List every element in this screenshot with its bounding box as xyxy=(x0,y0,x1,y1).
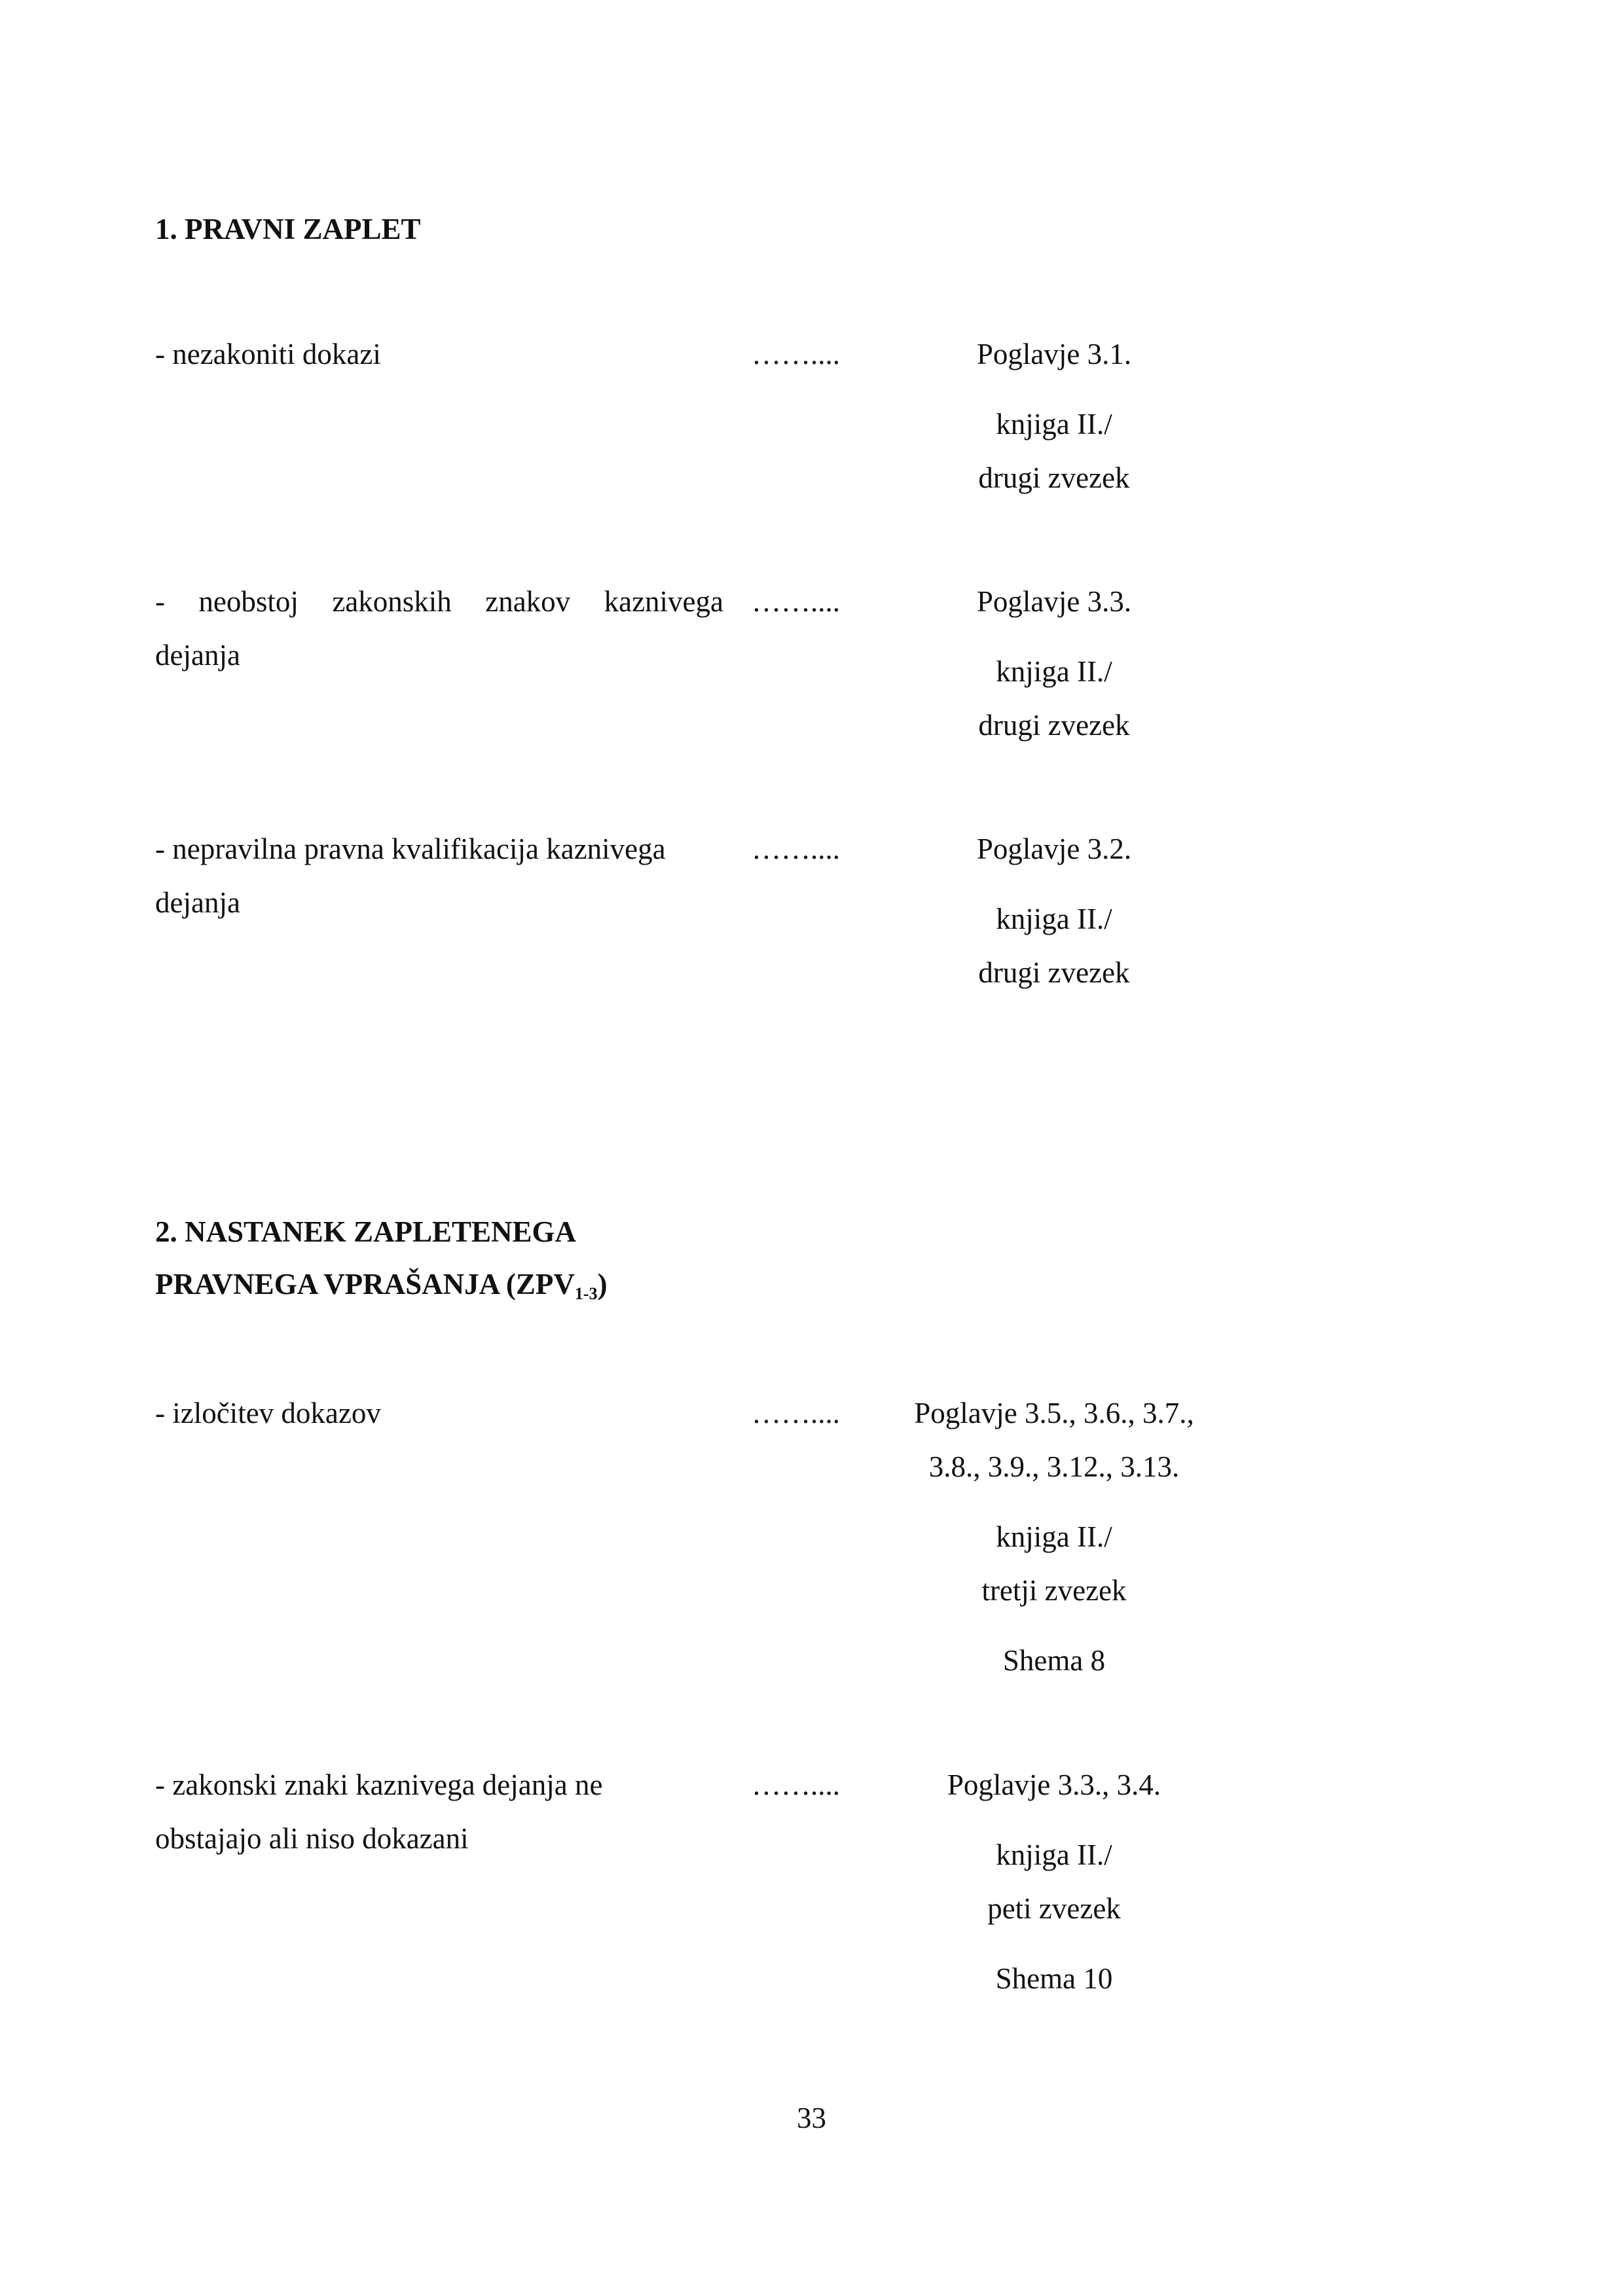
section-2-heading-text: PRAVNEGA VPRAŠANJA (ZPV xyxy=(155,1268,575,1300)
entry-leader-dots: …….... xyxy=(752,338,840,370)
entry-reference xyxy=(851,1386,1257,1687)
section-1-heading xyxy=(155,203,420,255)
section-2-heading-line xyxy=(155,1258,608,1310)
entry-reference xyxy=(851,822,1257,999)
reference-chapter: Poglavje 3.2. xyxy=(976,833,1132,865)
entry-reference xyxy=(851,575,1257,752)
entry-topic-line: dejanja xyxy=(155,886,240,919)
entry-leader-dots: …….... xyxy=(752,1397,840,1429)
entry-topic xyxy=(155,327,723,381)
entry-leader-dots: …….... xyxy=(752,1768,840,1801)
reference-book: knjiga II./ xyxy=(996,655,1112,688)
entry-topic-line: dejanja xyxy=(155,639,240,672)
entry-topic xyxy=(155,1758,723,1865)
reference-book: knjiga II./ xyxy=(996,903,1112,935)
reference-volume: tretji zvezek xyxy=(981,1574,1127,1607)
reference-book: knjiga II./ xyxy=(996,1839,1112,1871)
reference-chapter: Poglavje 3.3. xyxy=(976,585,1132,618)
section-2-heading xyxy=(155,1206,608,1310)
entry-topic-line: - nezakoniti dokazi xyxy=(155,338,381,370)
entry-leader-dots: …….... xyxy=(752,833,840,865)
reference-volume: drugi zvezek xyxy=(978,709,1130,742)
entry-topic-line: obstajajo ali niso dokazani xyxy=(155,1822,469,1855)
reference-volume: drugi zvezek xyxy=(978,461,1130,494)
entry-topic xyxy=(155,822,723,929)
entry-topic-line: - izločitev dokazov xyxy=(155,1397,381,1429)
section-2-heading-line: 2. NASTANEK ZAPLETENEGA xyxy=(155,1215,577,1248)
reference-book: knjiga II./ xyxy=(996,1520,1112,1553)
section-1-heading-line: 1. PRAVNI ZAPLET xyxy=(155,213,421,245)
reference-chapter: Poglavje 3.1. xyxy=(976,338,1132,370)
entry-reference xyxy=(851,327,1257,505)
reference-book: knjiga II./ xyxy=(996,408,1112,440)
reference-chapter: Poglavje 3.5., 3.6., 3.7., xyxy=(914,1397,1194,1429)
reference-chapter: 3.8., 3.9., 3.12., 3.13. xyxy=(928,1450,1180,1483)
entry-topic xyxy=(155,1386,723,1440)
reference-chapter: Poglavje 3.3., 3.4. xyxy=(947,1768,1161,1801)
reference-volume: drugi zvezek xyxy=(978,956,1130,989)
section-2-heading-suffix: ) xyxy=(597,1268,608,1300)
page-number: 33 xyxy=(797,2102,826,2134)
reference-scheme: Shema 10 xyxy=(995,1962,1113,1995)
reference-volume: peti zvezek xyxy=(987,1892,1121,1925)
entry-topic-line: - neobstoj zakonskih znakov kaznivega xyxy=(155,585,723,618)
reference-scheme: Shema 8 xyxy=(1002,1644,1106,1677)
entry-reference xyxy=(851,1758,1257,2005)
entry-topic xyxy=(155,575,723,682)
section-2-heading-subscript: 1-3 xyxy=(574,1284,598,1303)
entry-topic-line: - zakonski znaki kaznivega dejanja ne xyxy=(155,1768,603,1801)
entry-topic-line: - nepravilna pravna kvalifikacija kaznivega xyxy=(155,833,666,865)
entry-leader-dots: …….... xyxy=(752,585,840,618)
